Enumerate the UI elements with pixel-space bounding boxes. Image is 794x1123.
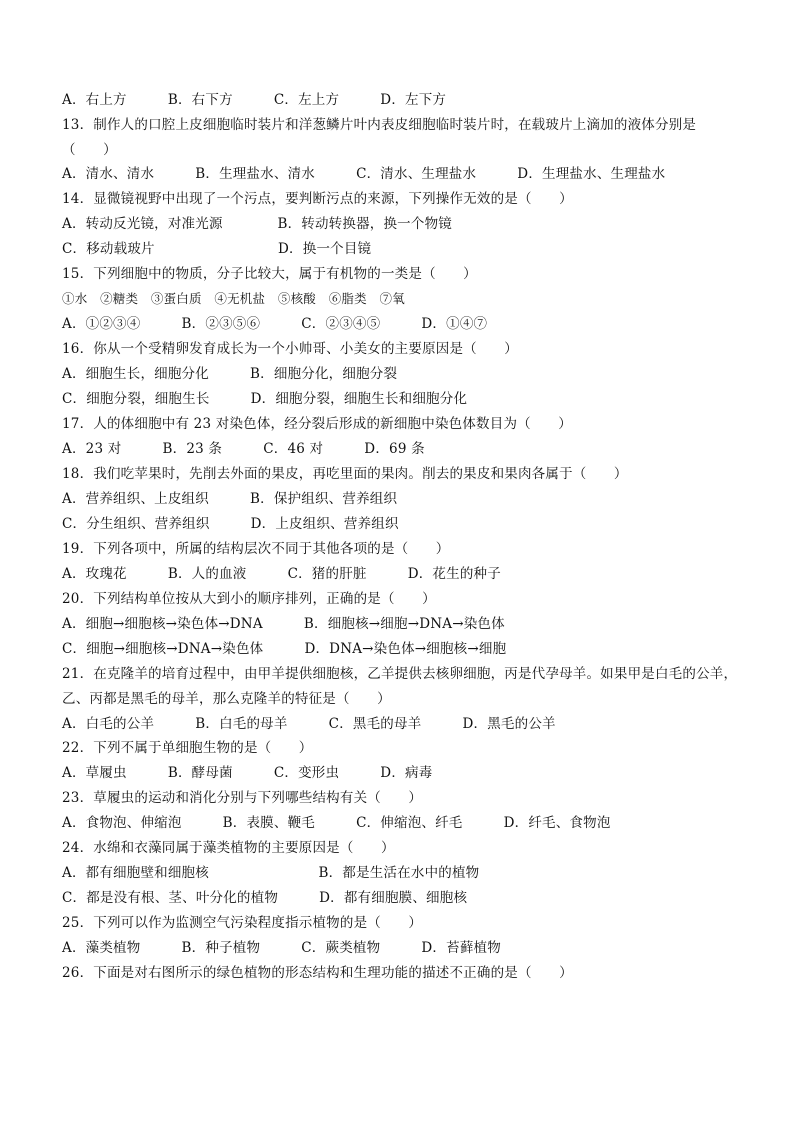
q15-items: ①水 ②糖类 ③蛋白质 ④无机盐 ⑤核酸 ⑥脂类 ⑦氧 xyxy=(62,291,405,306)
q19-options: A．玫瑰花 B．人的血液 C．猪的肝脏 D．花生的种子 xyxy=(62,566,501,582)
q13-stem: 13．制作人的口腔上皮细胞临时装片和洋葱鳞片叶内表皮细胞临时装片时，在载玻片上滴加的液体分别是 xyxy=(62,117,697,133)
q23-options: A．食物泡、伸缩泡 B．表膜、鞭毛 C．伸缩泡、纤毛 D．纤毛、食物泡 xyxy=(62,815,611,831)
q22-stem: 22．下列不属于单细胞生物的是（ ） xyxy=(62,740,313,756)
q20-options-cd: C．细胞→细胞核→DNA→染色体 D．DNA→染色体→细胞核→细胞 xyxy=(62,641,507,657)
q15-stem: 15．下列细胞中的物质，分子比较大，属于有机物的一类是（ ） xyxy=(62,266,477,282)
q23-stem: 23．草履虫的运动和消化分别与下列哪些结构有关（ ） xyxy=(62,790,423,806)
q18-options-cd: C．分生组织、营养组织 D．上皮组织、营养组织 xyxy=(62,516,399,532)
q16-stem: 16．你从一个受精卵发育成长为一个小帅哥、小美女的主要原因是（ ） xyxy=(62,341,518,357)
q12-options: A．右上方 B．右下方 C．左上方 D．左下方 xyxy=(62,92,447,108)
q20-stem: 20．下列结构单位按从大到小的顺序排列，正确的是（ ） xyxy=(62,591,436,607)
q24-options-cd: C．都是没有根、茎、叶分化的植物 D．都有细胞膜、细胞核 xyxy=(62,890,468,906)
q20-options-ab: A．细胞→细胞核→染色体→DNA B．细胞核→细胞→DNA→染色体 xyxy=(62,616,505,632)
q13-options: A．清水、清水 B．生理盐水、清水 C．清水、生理盐水 D．生理盐水、生理盐水 xyxy=(62,166,666,182)
q15-options: A．①②③④ B．②③⑤⑥ C．②③④⑤ D．①④⑦ xyxy=(62,316,488,332)
q21-stem: 21．在克隆羊的培育过程中，由甲羊提供细胞核，乙羊提供去核卵细胞，丙是代孕母羊。如果甲是白毛的公羊， xyxy=(62,666,738,682)
q17-options: A．23 对 B．23 条 C．46 对 D．69 条 xyxy=(62,441,425,457)
q22-options: A．草履虫 B．酵母菌 C．变形虫 D．病毒 xyxy=(62,765,433,781)
q14-options-ab: A．转动反光镜，对准光源 B．转动转换器，换一个物镜 xyxy=(62,216,452,232)
q26-stem: 26．下面是对右图所示的绿色植物的形态结构和生理功能的描述不正确的是（ ） xyxy=(62,965,573,981)
q14-stem: 14．显微镜视野中出现了一个污点，要判断污点的来源，下列操作无效的是（ ） xyxy=(62,191,573,207)
q16-options-ab: A．细胞生长，细胞分化 B．细胞分化，细胞分裂 xyxy=(62,366,398,382)
q19-stem: 19．下列各项中，所属的结构层次不同于其他各项的是（ ） xyxy=(62,541,450,557)
q25-stem: 25．下列可以作为监测空气污染程度指示植物的是（ ） xyxy=(62,915,423,931)
q17-stem: 17．人的体细胞中有 23 对染色体，经分裂后形成的新细胞中染色体数目为（ ） xyxy=(62,416,572,432)
q13-stem-bracket: （ ） xyxy=(62,142,117,158)
q18-stem: 18．我们吃苹果时，先削去外面的果皮，再吃里面的果肉。削去的果皮和果肉各属于（ ） xyxy=(62,466,628,482)
q24-options-ab: A．都有细胞壁和细胞核 B．都是生活在水中的植物 xyxy=(62,865,480,881)
q25-options: A．藻类植物 B．种子植物 C．蕨类植物 D．苔藓植物 xyxy=(62,940,501,956)
q21-options: A．白毛的公羊 B．白毛的母羊 C．黑毛的母羊 D．黑毛的公羊 xyxy=(62,716,556,732)
q18-options-ab: A．营养组织、上皮组织 B．保护组织、营养组织 xyxy=(62,491,398,507)
q21-stem-cont: 乙、丙都是黑毛的母羊，那么克隆羊的特征是（ ） xyxy=(62,691,391,707)
q24-stem: 24．水绵和衣藻同属于藻类植物的主要原因是（ ） xyxy=(62,840,395,856)
q16-options-cd: C．细胞分裂，细胞生长 D．细胞分裂，细胞生长和细胞分化 xyxy=(62,391,468,407)
q14-options-cd: C．移动载玻片 D．换一个目镜 xyxy=(62,241,372,257)
